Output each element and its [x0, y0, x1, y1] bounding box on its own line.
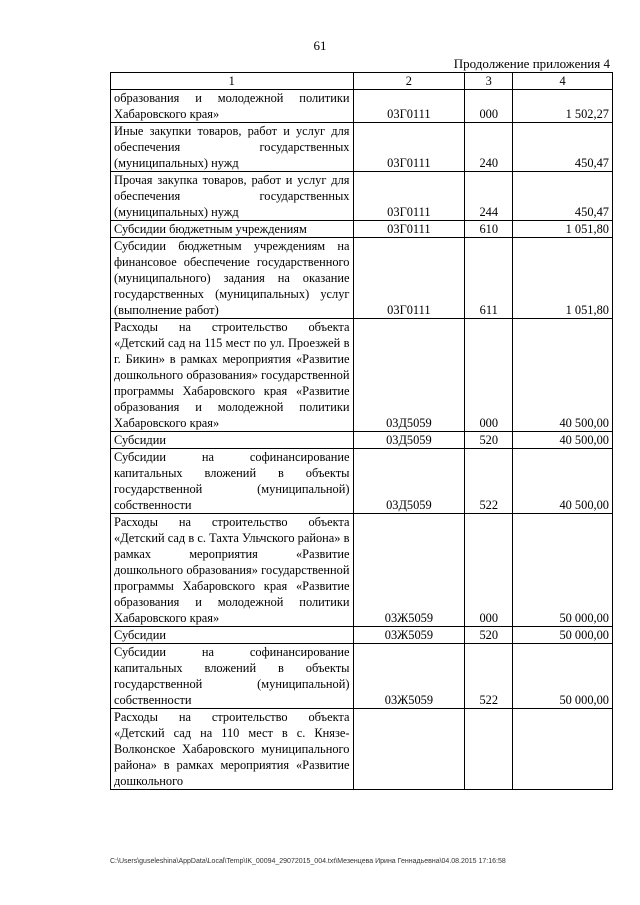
table-row — [111, 514, 613, 627]
row-type: 244 — [465, 172, 513, 221]
row-code: 03Д5059 — [353, 449, 465, 514]
row-code: 03Ж5059 — [353, 644, 465, 709]
row-amount: 50 000,00 — [513, 644, 613, 709]
row-amount: 450,47 — [513, 123, 613, 172]
row-code: 03Г0111 — [353, 123, 465, 172]
table-row — [111, 449, 613, 514]
row-amount: 40 500,00 — [513, 449, 613, 514]
header-row — [111, 73, 613, 90]
table-row — [111, 238, 613, 319]
row-code: 03Г0111 — [353, 172, 465, 221]
row-name: Прочая закупка товаров, работ и услуг для обеспечения государственных (муниципальных) нужд — [111, 172, 354, 221]
table-row — [111, 90, 613, 123]
row-amount: 450,47 — [513, 172, 613, 221]
table-row — [111, 123, 613, 172]
table-row — [111, 319, 613, 432]
header-cell-2: 2 — [353, 73, 465, 90]
header-cell-3: 3 — [465, 73, 513, 90]
row-type — [465, 709, 513, 790]
row-type: 000 — [465, 90, 513, 123]
row-type: 522 — [465, 644, 513, 709]
row-type: 520 — [465, 432, 513, 449]
header-cell-4: 4 — [513, 73, 613, 90]
continuation-note: Продолжение приложения 4 — [453, 56, 610, 71]
row-amount: 1 502,27 — [513, 90, 613, 123]
row-amount: 1 051,80 — [513, 221, 613, 238]
table-row — [111, 221, 613, 238]
row-type: 000 — [465, 319, 513, 432]
row-amount: 40 500,00 — [513, 319, 613, 432]
row-name: Расходы на строительство объекта «Детский сад на 110 мест в с. Князе-Волконское Хабаровского муниципального района» в рамках мероприятия «Развитие дошкольного — [111, 709, 354, 790]
table-row — [111, 709, 613, 790]
row-type: 000 — [465, 514, 513, 627]
budget-table — [110, 72, 613, 790]
row-name: Субсидии на софинансирование капитальных вложений в объекты государственной (муниципальной) собственности — [111, 449, 354, 514]
row-amount: 50 000,00 — [513, 627, 613, 644]
row-code: 03Г0111 — [353, 238, 465, 319]
row-code: 03Д5059 — [353, 432, 465, 449]
row-name: Субсидии бюджетным учреждениям — [111, 221, 354, 238]
row-code: 03Г0111 — [353, 90, 465, 123]
row-type: 610 — [465, 221, 513, 238]
row-name: Иные закупки товаров, работ и услуг для обеспечения государственных (муниципальных) нужд — [111, 123, 354, 172]
row-name: образования и молодежной политики Хабаровского края» — [111, 90, 354, 123]
row-amount: 50 000,00 — [513, 514, 613, 627]
row-code: 03Ж5059 — [353, 514, 465, 627]
table-row — [111, 627, 613, 644]
row-type: 520 — [465, 627, 513, 644]
row-name: Субсидии — [111, 432, 354, 449]
row-name: Расходы на строительство объекта «Детский сад на 115 мест по ул. Проезжей в г. Бикин» в рамках мероприятия «Развитие дошкольного образования» государственной программы Хабаровского края «Развитие образования и молодежной политики Хабаровского края» — [111, 319, 354, 432]
row-type: 522 — [465, 449, 513, 514]
row-code: 03Ж5059 — [353, 627, 465, 644]
row-amount: 40 500,00 — [513, 432, 613, 449]
file-path-footer: C:\Users\guseleshina\AppData\Local\Temp\IK_00094_29072015_004.txt\Мезенцева Ирина Геннадьевна\04.08.2015 17:16:58 — [110, 858, 506, 865]
table-row — [111, 432, 613, 449]
row-amount — [513, 709, 613, 790]
row-name: Расходы на строительство объекта «Детский сад в с. Тахта Ульчского района» в рамках мероприятия «Развитие дошкольного образования» государственной программы Хабаровского края «Развитие образования и молодежной политики Хабаровского края» — [111, 514, 354, 627]
header-cell-1: 1 — [111, 73, 354, 90]
page-number: 61 — [313, 38, 327, 53]
row-name: Субсидии бюджетным учреждениям на финансовое обеспечение государственного (муниципального) задания на оказание государственных (муниципальных) услуг (выполнение работ) — [111, 238, 354, 319]
row-type: 240 — [465, 123, 513, 172]
row-code: 03Г0111 — [353, 221, 465, 238]
row-amount: 1 051,80 — [513, 238, 613, 319]
row-type: 611 — [465, 238, 513, 319]
row-name: Субсидии на софинансирование капитальных вложений в объекты государственной (муниципальной) собственности — [111, 644, 354, 709]
row-code: 03Д5059 — [353, 319, 465, 432]
table-row — [111, 644, 613, 709]
row-name: Субсидии — [111, 627, 354, 644]
table-row — [111, 172, 613, 221]
row-code — [353, 709, 465, 790]
